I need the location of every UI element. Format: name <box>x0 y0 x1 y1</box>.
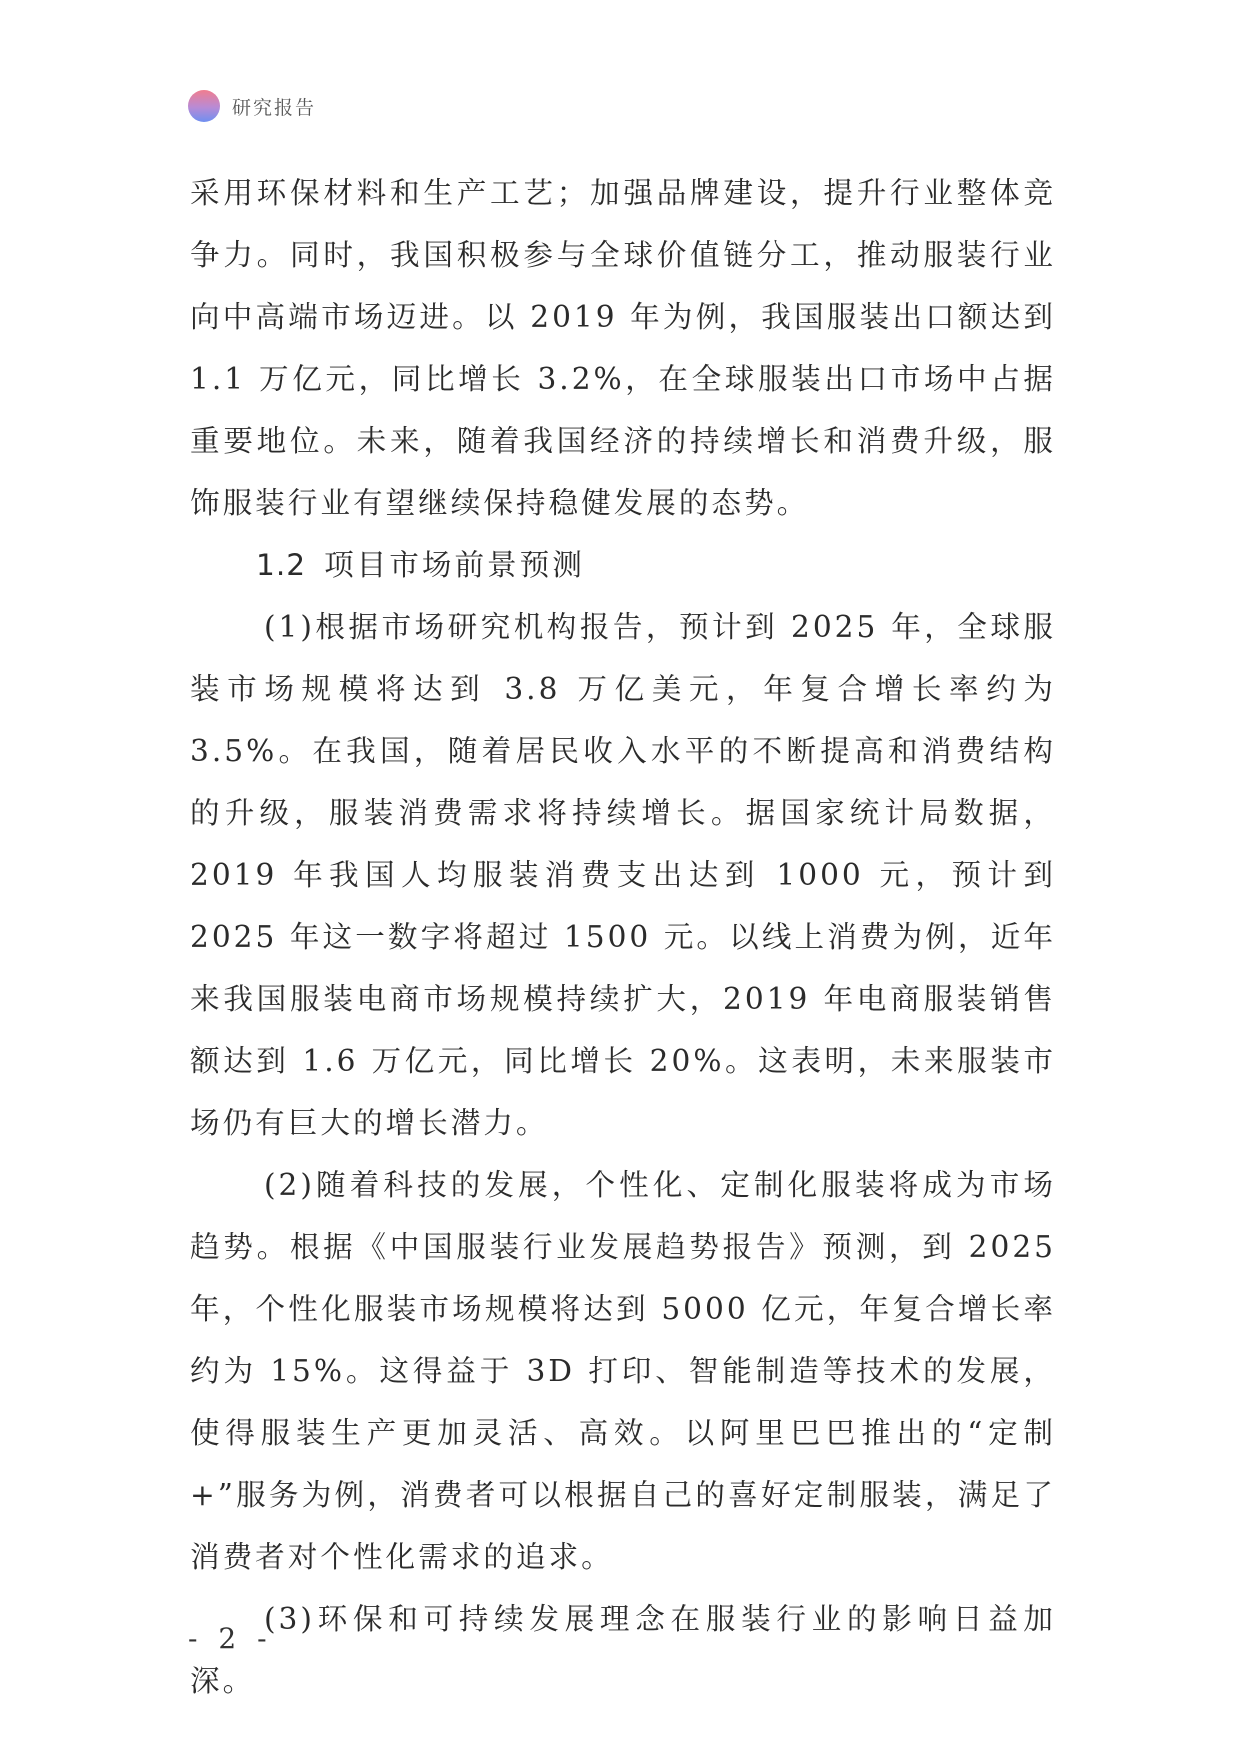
paragraph-2: (1)根据市场研究机构报告，预计到 2025 年，全球服装市场规模将达到 3.8 万亿美元，年复合增长率约为 3.5%。在我国，随着居民收入水平的不断提高和消费结构的升级，服装消费需求将持续增长。据国家统计局数据，2019 年我国人均服装消费支出达到 1000 元，预计到 2025 年这一数字将超过 1500 元。以线上消费为例，近年来我国服装电商市场规模持续扩大，2019 年电商服装销售额达到 1.6 万亿元，同比增长 20%。这表明，未来服装市场仍有巨大的增长潜力。 <box>190 610 1056 1140</box>
section-heading <box>190 534 1056 596</box>
section-number: 1.2 <box>256 548 307 582</box>
page-number: - 2 - <box>188 1622 273 1655</box>
report-header <box>188 88 316 124</box>
paragraph-3: (2)随着科技的发展，个性化、定制化服装将成为市场趋势。根据《中国服装行业发展趋势报告》预测，到 2025 年，个性化服装市场规模将达到 5000 亿元，年复合增长率约为 15%。这得益于 3D 打印、智能制造等技术的发展，使得服装生产更加灵活、高效。以阿里巴巴推出的“定制+”服务为例，消费者可以根据自己的喜好定制服装，满足了消费者对个性化需求的追求。 <box>190 1168 1056 1574</box>
document-body <box>190 162 1056 1712</box>
paragraph-4: (3)环保和可持续发展理念在服装行业的影响日益加深。 <box>190 1602 1056 1698</box>
section-title: 项目市场前景预测 <box>324 548 585 582</box>
paragraph-1: 采用环保材料和生产工艺；加强品牌建设，提升行业整体竞争力。同时，我国积极参与全球价值链分工，推动服装行业向中高端市场迈进。以 2019 年为例，我国服装出口额达到 1.1 万亿元，同比增长 3.2%，在全球服装出口市场中占据重要地位。未来，随着我国经济的持续增长和消费升级，服饰服装行业有望继续保持稳健发展的态势。 <box>190 176 1056 520</box>
logo-icon <box>188 90 220 122</box>
header-title: 研究报告 <box>232 96 317 119</box>
